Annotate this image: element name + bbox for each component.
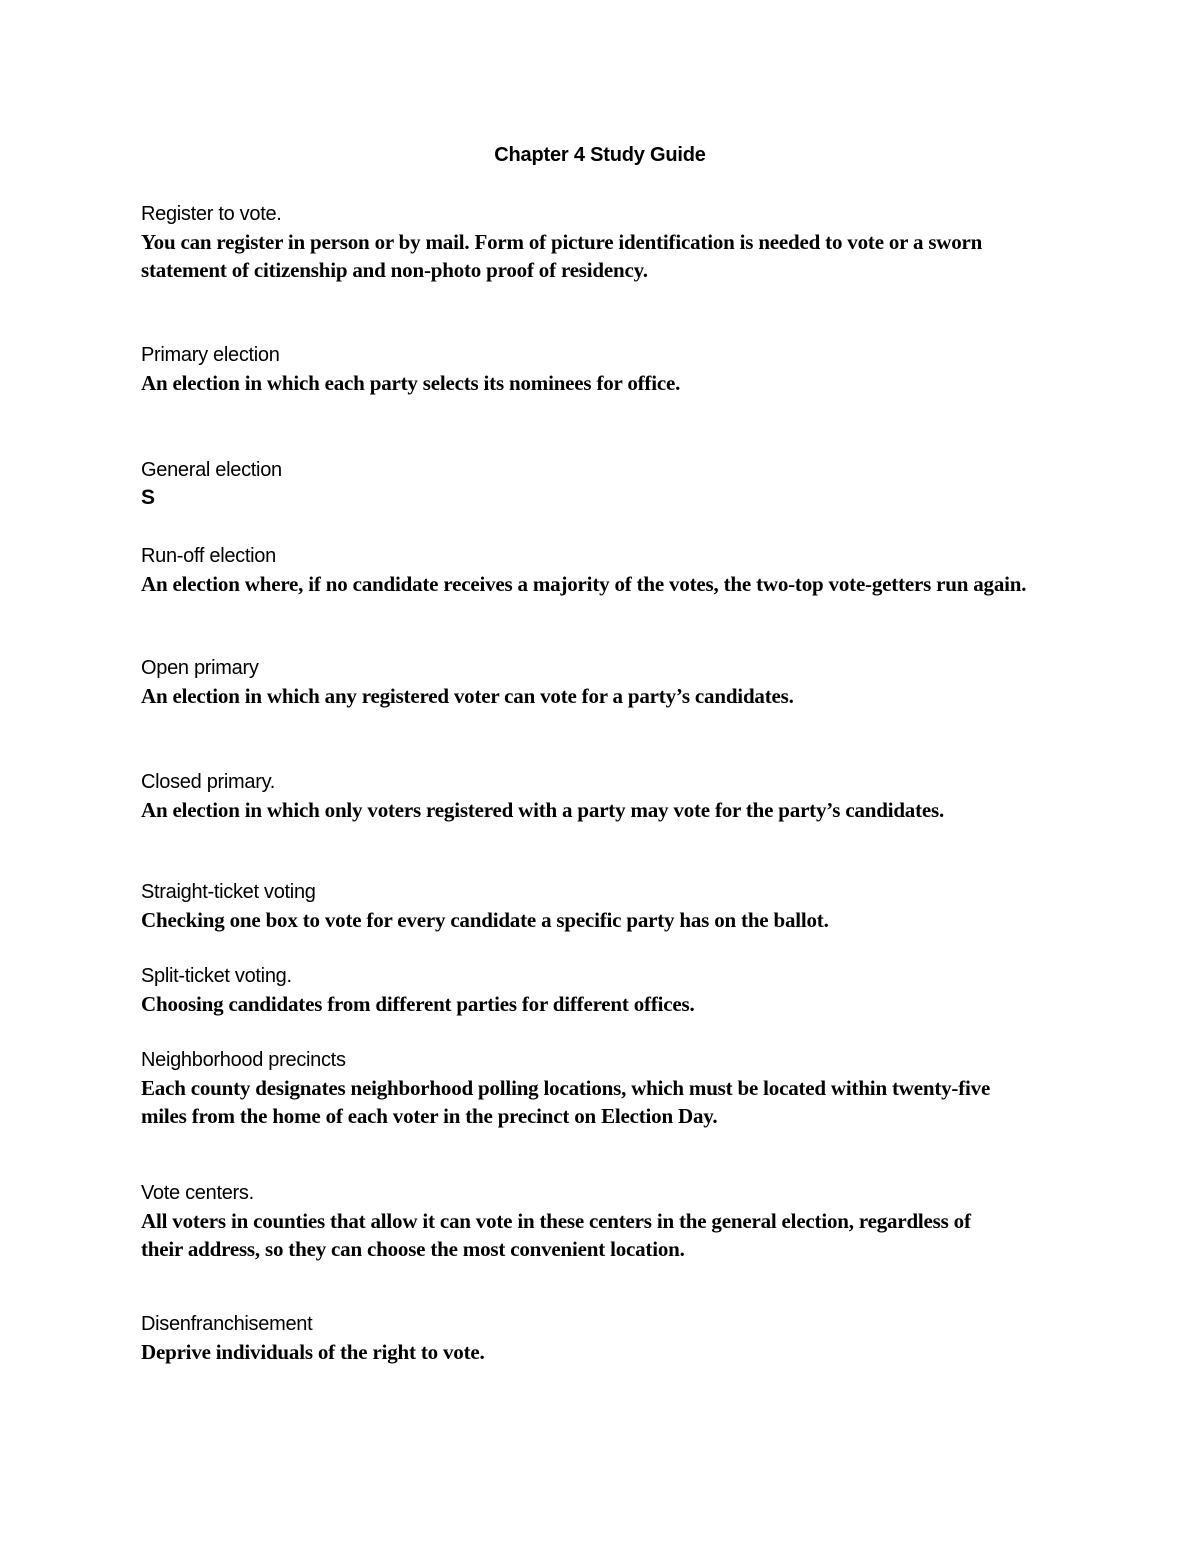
- entry-term: Open primary: [141, 657, 259, 679]
- entry-term: Primary election: [141, 344, 280, 366]
- entry-term: Vote centers.: [141, 1182, 254, 1204]
- entry-term: Run-off election: [141, 545, 276, 567]
- study-entry-register-to-vote: [141, 200, 1061, 284]
- study-entry-closed-primary: [141, 768, 1061, 824]
- entry-definition: Deprive individuals of the right to vote.: [141, 1340, 485, 1364]
- entry-definition: An election in which any registered voter can vote for a party’s candidates.: [141, 684, 794, 708]
- study-entry-straight-ticket-voting: [141, 878, 1061, 934]
- entry-term: Split-ticket voting.: [141, 965, 292, 987]
- entry-term: Disenfranchisement: [141, 1313, 313, 1335]
- study-entry-general-election: [141, 456, 1061, 512]
- entry-term: Closed primary.: [141, 771, 276, 793]
- study-entry-split-ticket-voting: [141, 962, 1061, 1018]
- entry-term: Neighborhood precincts: [141, 1049, 346, 1071]
- entry-definition: You can register in person or by mail. Form of picture identification is needed to vote or a sworn statement of citizenship and non-photo proof of residency.: [141, 230, 983, 282]
- study-entry-disenfranchisement: [141, 1310, 1061, 1366]
- entry-definition: S: [141, 486, 155, 509]
- entry-definition: An election in which each party selects its nominees for office.: [141, 371, 681, 395]
- entry-term: Straight-ticket voting: [141, 881, 316, 903]
- entry-definition: An election in which only voters registered with a party may vote for the party’s candidates.: [141, 798, 945, 822]
- entry-term: Register to vote.: [141, 203, 282, 225]
- entry-definition: Choosing candidates from different parties for different offices.: [141, 992, 695, 1016]
- study-entry-neighborhood-precincts: [141, 1046, 1061, 1130]
- study-entry-run-off-election: [141, 542, 1061, 598]
- study-entry-vote-centers: [141, 1179, 1061, 1263]
- entry-definition: All voters in counties that allow it can vote in these centers in the general election, regardless of their address, so they can choose the most convenient location.: [141, 1209, 971, 1261]
- page-title: Chapter 4 Study Guide: [494, 144, 706, 166]
- entry-definition: An election where, if no candidate receives a majority of the votes, the two-top vote-getters run again.: [141, 572, 1027, 596]
- entry-definition: Each county designates neighborhood polling locations, which must be located within twenty-five miles from the home of each voter in the precinct on Election Day.: [141, 1076, 991, 1128]
- study-entry-open-primary: [141, 654, 1061, 710]
- entry-term: General election: [141, 459, 282, 481]
- study-entry-primary-election: [141, 341, 1061, 397]
- entry-definition: Checking one box to vote for every candidate a specific party has on the ballot.: [141, 908, 829, 932]
